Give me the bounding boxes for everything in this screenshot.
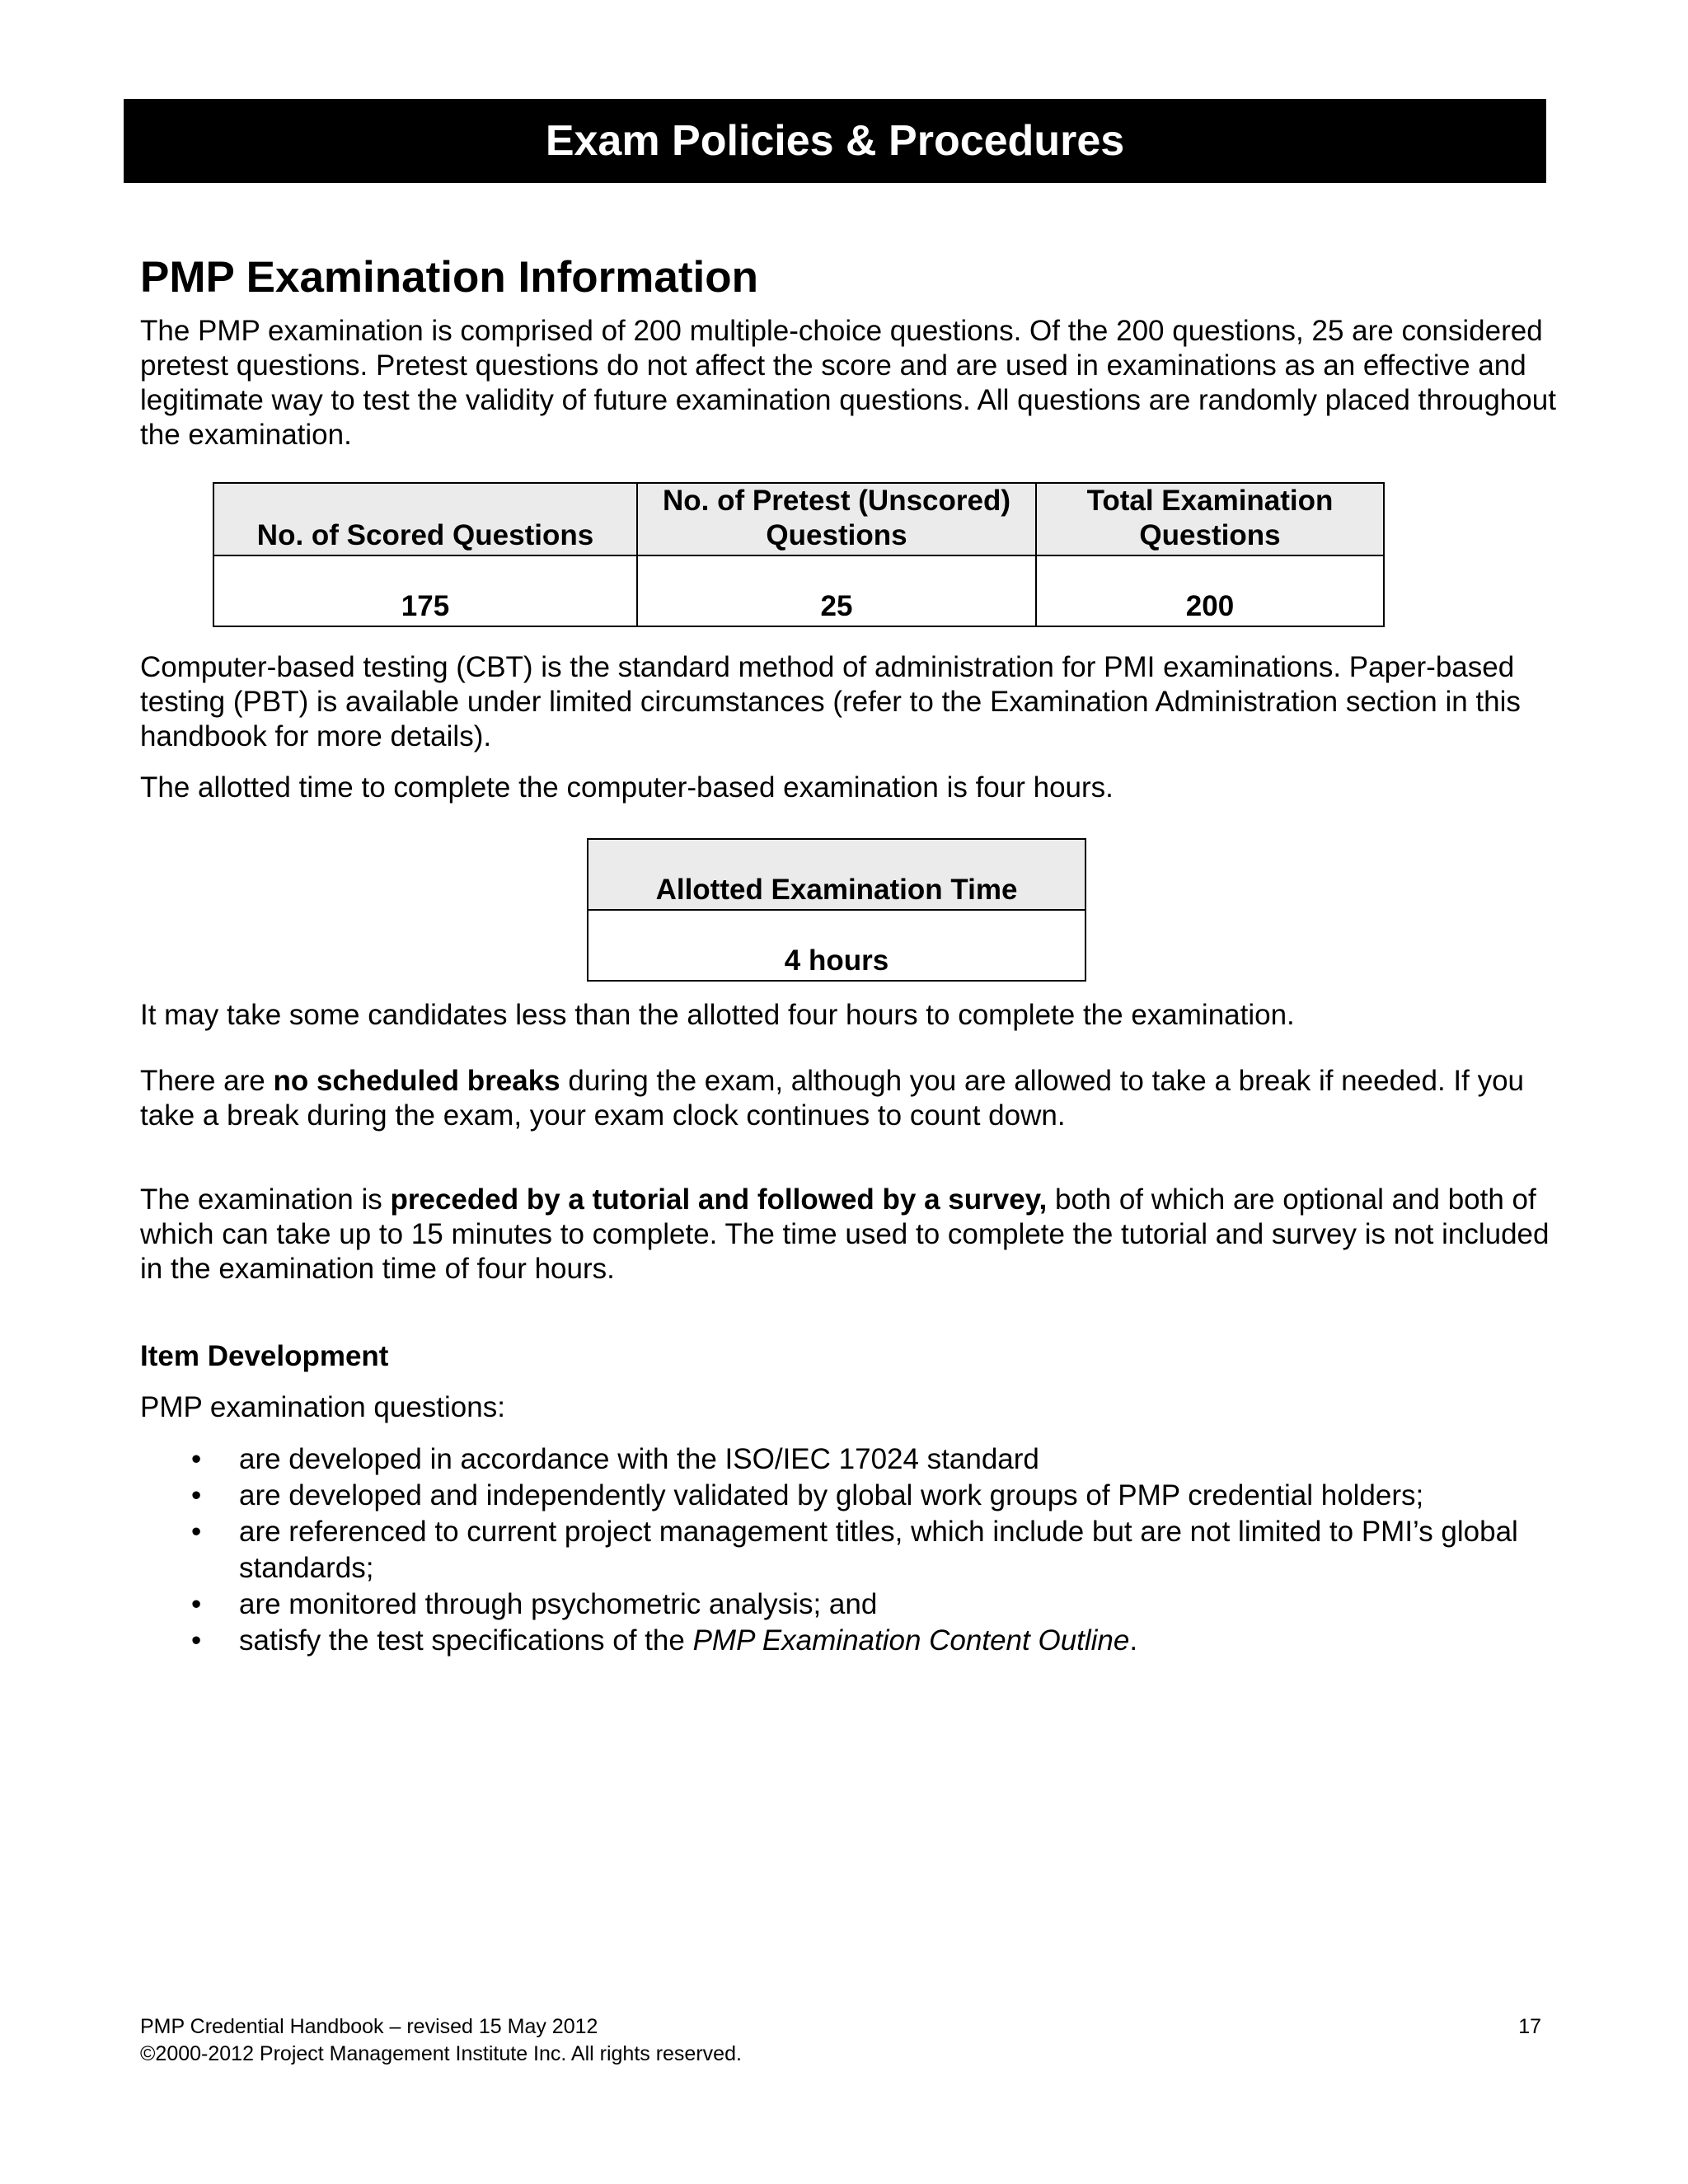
list-item-text: are developed in accordance with the ISO/IEC 17024 standard — [239, 1443, 1039, 1475]
section-title: PMP Examination Information — [140, 253, 758, 302]
bullet-icon: • — [191, 1624, 202, 1657]
bullet-icon: • — [191, 1588, 202, 1620]
page-footer — [140, 2013, 1541, 2068]
exam-time-table — [587, 838, 1086, 982]
breaks-paragraph — [140, 1064, 1558, 1133]
bullet-icon: • — [191, 1516, 202, 1548]
header-allotted-time: Allotted Examination Time — [588, 839, 1085, 910]
list-item-text: are referenced to current project management titles, which include but are not limited to PMI’s global standards; — [239, 1516, 1518, 1584]
table-value-row — [588, 910, 1085, 981]
list-item-text-before: satisfy the test specifications of the — [239, 1624, 693, 1657]
list-item-text-after: . — [1129, 1624, 1138, 1657]
content-outline-title: PMP Examination Content Outline — [692, 1624, 1130, 1657]
footer-copyright: ©2000-2012 Project Management Institute Inc. All rights reserved. — [140, 2042, 742, 2065]
cbt-paragraph: Computer-based testing (CBT) is the standard method of administration for PMI examinations. Paper-based testing (PBT) is available under limited circumstances (refer to the Examination Administration section in this handbook for more details). — [140, 651, 1521, 752]
page-number: 17 — [1518, 2015, 1541, 2038]
less-time-paragraph: It may take some candidates less than the allotted four hours to complete the examination. — [140, 999, 1295, 1031]
item-development-list — [140, 1441, 1558, 1659]
breaks-text-before: There are — [140, 1065, 274, 1097]
list-item-text: are developed and independently validated by global work groups of PMP credential holders; — [239, 1479, 1424, 1511]
tutorial-text-after: both of which are optional and both of which can take up to 15 minutes to complete. The time used to complete the tutorial and survey is not included in the examination time of four hours. — [140, 1183, 1550, 1285]
breaks-text-bold: no scheduled breaks — [273, 1065, 560, 1097]
item-development-heading: Item Development — [140, 1340, 389, 1372]
table-value-row — [213, 555, 1384, 626]
intro-paragraph: The PMP examination is comprised of 200 multiple-choice questions. Of the 200 questions, 25 are considered pretest questions. Pretest questions do not affect the score and are used in examinations as an effective and legitimate way to test the validity of future examination questions. All questions are randomly placed throughout the examination. — [140, 315, 1556, 451]
list-item-text: are monitored through psychometric analysis; and — [239, 1588, 878, 1620]
value-pretest-questions: 25 — [637, 555, 1036, 626]
item-development-lead: PMP examination questions: — [140, 1391, 505, 1423]
header-pretest-questions: No. of Pretest (Unscored) Questions — [637, 483, 1036, 555]
list-item — [140, 1623, 1558, 1659]
tutorial-paragraph — [140, 1183, 1558, 1286]
value-total-questions: 200 — [1036, 555, 1384, 626]
list-item — [140, 1441, 1558, 1478]
list-item — [140, 1514, 1558, 1586]
value-allotted-time: 4 hours — [588, 910, 1085, 981]
list-item — [140, 1478, 1558, 1514]
time-paragraph: The allotted time to complete the computer-based examination is four hours. — [140, 771, 1114, 804]
footer-revision: PMP Credential Handbook – revised 15 May 2012 — [140, 2015, 598, 2038]
header-title: Exam Policies & Procedures — [545, 117, 1125, 165]
breaks-text-after: during the exam, although you are allowed to take a break if needed. If you take a break during the exam, your exam clock continues to count down. — [140, 1065, 1525, 1132]
main-content — [140, 251, 1558, 1659]
header-total-questions: Total Examination Questions — [1036, 483, 1384, 555]
value-scored-questions: 175 — [213, 555, 637, 626]
bullet-icon: • — [191, 1479, 202, 1511]
header-scored-questions: No. of Scored Questions — [213, 483, 637, 555]
tutorial-text-bold: preceded by a tutorial and followed by a survey, — [390, 1183, 1048, 1216]
table-header-row — [213, 483, 1384, 555]
bullet-icon: • — [191, 1443, 202, 1475]
table-header-row — [588, 839, 1085, 910]
page-header-banner — [124, 99, 1546, 183]
question-count-table — [213, 482, 1385, 627]
list-item — [140, 1586, 1558, 1623]
tutorial-text-before: The examination is — [140, 1183, 391, 1216]
